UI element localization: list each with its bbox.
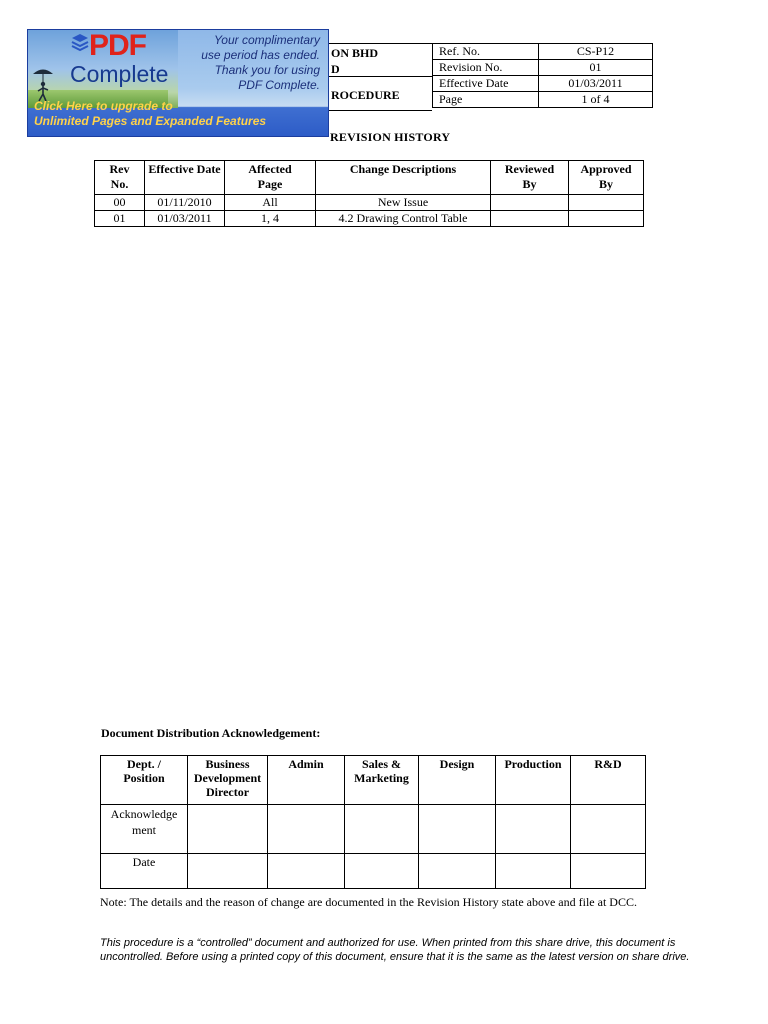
- page-label: Page: [433, 92, 539, 108]
- col-reviewed-by: Reviewed By: [491, 161, 569, 195]
- col-admin: Admin: [268, 756, 345, 805]
- affected-page-cell: 1, 4: [225, 211, 316, 227]
- pdf-stack-logo-icon: [71, 33, 89, 55]
- col-sales-marketing: Sales & Marketing: [345, 756, 419, 805]
- effective-date-label: Effective Date: [433, 76, 539, 92]
- effective-date-value: 01/03/2011: [539, 76, 653, 92]
- signature-cell: [419, 805, 496, 854]
- row-label-acknowledgement: Acknowledge ment: [101, 805, 188, 854]
- change-description-cell: 4.2 Drawing Control Table: [316, 211, 491, 227]
- date-cell: [268, 854, 345, 889]
- revision-no-label: Revision No.: [433, 60, 539, 76]
- page-value: 1 of 4: [539, 92, 653, 108]
- controlled-document-statement: This procedure is a “controlled” document and authorized for use. When printed from this share drive, this document is uncontrolled. Before using a printed copy of this document, ensure that it is the same as the latest version on share drive.: [100, 937, 690, 963]
- signature-cell: [188, 805, 268, 854]
- effective-date-row: [433, 76, 653, 92]
- reviewed-by-cell: [491, 195, 569, 211]
- revision-no-value: 01: [539, 60, 653, 76]
- upgrade-link[interactable]: [34, 99, 326, 129]
- banner-message: [170, 33, 320, 93]
- procedure-title: ROCEDURE: [331, 88, 400, 102]
- date-cell: [419, 854, 496, 889]
- acknowledgement-row: [101, 805, 646, 854]
- banner-message-line: Your complimentary: [213, 33, 320, 47]
- signature-cell: [571, 805, 646, 854]
- revision-history-table: [94, 160, 644, 227]
- col-effective-date: Effective Date: [145, 161, 225, 195]
- approved-by-cell: [569, 211, 644, 227]
- col-affected-page: Affected Page: [225, 161, 316, 195]
- company-line-2: D: [331, 62, 340, 76]
- change-description-cell: New Issue: [316, 195, 491, 211]
- table-row: [95, 211, 644, 227]
- row-label-date: Date: [101, 854, 188, 889]
- distribution-header-row: [101, 756, 646, 805]
- upgrade-link-line[interactable]: Click Here to upgrade to: [34, 99, 173, 113]
- date-cell: [496, 854, 571, 889]
- banner-message-line: Thank you for using: [214, 63, 320, 77]
- ref-no-value: CS-P12: [539, 44, 653, 60]
- revision-header-row: [95, 161, 644, 195]
- upgrade-link-line[interactable]: Unlimited Pages and Expanded Features: [34, 114, 267, 128]
- signature-cell: [496, 805, 571, 854]
- ref-no-row: [433, 44, 653, 60]
- distribution-title: Document Distribution Acknowledgement:: [101, 726, 321, 740]
- date-row: [101, 854, 646, 889]
- banner-message-line: use period has ended.: [201, 48, 320, 62]
- ref-no-label: Ref. No.: [433, 44, 539, 60]
- revision-note: Note: The details and the reason of change are documented in the Revision History state above and file at DCC.: [100, 895, 637, 909]
- pdf-complete-upgrade-banner[interactable]: [27, 29, 329, 137]
- rev-no-cell: 00: [95, 195, 145, 211]
- reviewed-by-cell: [491, 211, 569, 227]
- col-rev-no: Rev No.: [95, 161, 145, 195]
- affected-page-cell: All: [225, 195, 316, 211]
- header-company-name: [331, 45, 378, 77]
- distribution-table: [100, 755, 646, 889]
- col-change-descriptions: Change Descriptions: [316, 161, 491, 195]
- umbrella-figure-icon: [32, 66, 54, 102]
- pdf-logo-text: PDF: [89, 29, 146, 62]
- date-cell: [571, 854, 646, 889]
- col-production: Production: [496, 756, 571, 805]
- company-line-1: ON BHD: [331, 46, 379, 60]
- effective-date-cell: 01/11/2010: [145, 195, 225, 211]
- col-dept-position: Dept. / Position: [101, 756, 188, 805]
- approved-by-cell: [569, 195, 644, 211]
- signature-cell: [268, 805, 345, 854]
- page-row: [433, 92, 653, 108]
- revision-history-title: REVISION HISTORY: [330, 130, 451, 144]
- col-rnd: R&D: [571, 756, 646, 805]
- effective-date-cell: 01/03/2011: [145, 211, 225, 227]
- document-control-table: [432, 43, 653, 108]
- date-cell: [345, 854, 419, 889]
- complete-logo-text: Complete: [70, 61, 169, 87]
- col-approved-by: Approved By: [569, 161, 644, 195]
- banner-message-line: PDF Complete.: [238, 78, 320, 92]
- rev-no-cell: 01: [95, 211, 145, 227]
- col-design: Design: [419, 756, 496, 805]
- table-row: [95, 195, 644, 211]
- col-business-development-director: Business Development Director: [188, 756, 268, 805]
- date-cell: [188, 854, 268, 889]
- revision-no-row: [433, 60, 653, 76]
- signature-cell: [345, 805, 419, 854]
